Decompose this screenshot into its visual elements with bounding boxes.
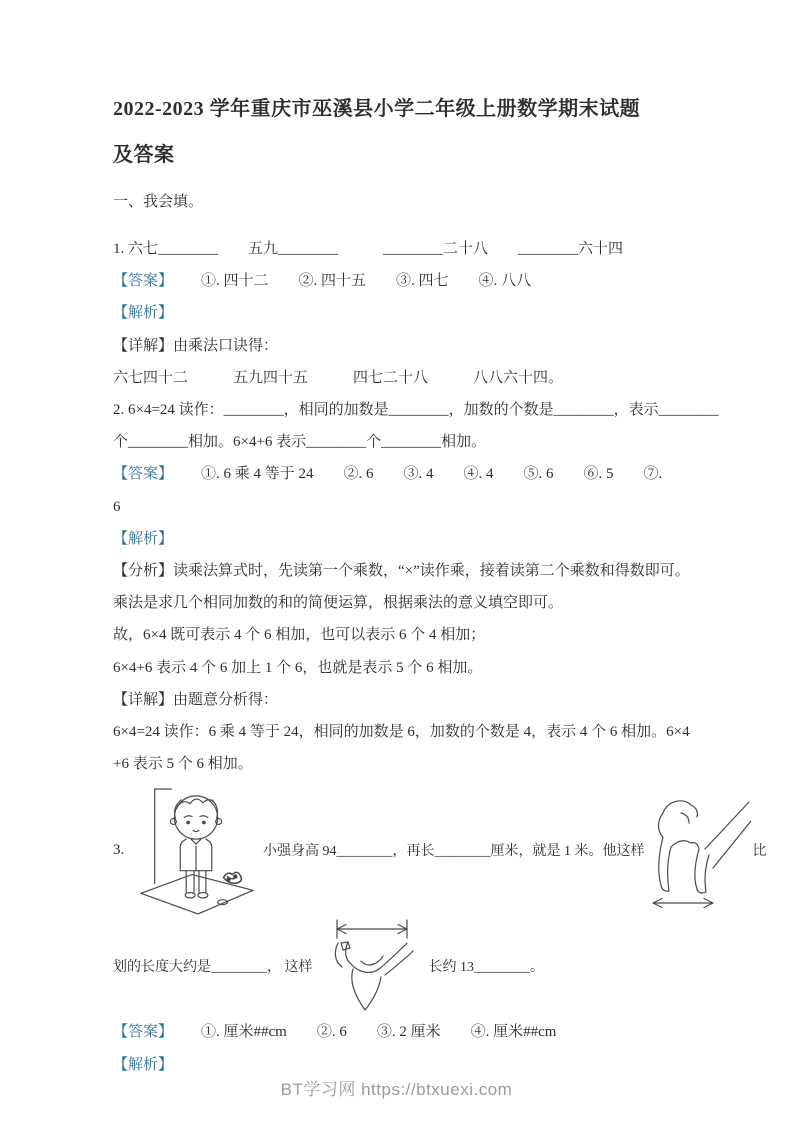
detail-1-line2: 六七四十二 五九四十五 四七二十八 八八六十四。 <box>113 369 564 386</box>
question-2-line2: 个________相加。6×4+6 表示________个________相加。 <box>113 434 487 451</box>
answer-2-overflow: 6 <box>113 498 121 515</box>
analysis-2-line2: 乘法是求几个相同加数的和的简便运算，根据乘法的意义填空即可。 <box>113 595 564 612</box>
analysis-row-2 <box>113 523 685 555</box>
analysis-label: 【解析】 <box>113 530 174 547</box>
question-3-text-part2: 比 <box>752 844 767 860</box>
detail-2-line2: 6×4=24 读作：6 乘 4 等于 24，相同的加数是 6，加数的个数是 4，表示 4 个 6 相加。6×4 <box>113 724 690 741</box>
answer-2-content: ①. 6 乘 4 等于 24 ②. 6 ③. 4 ④. 4 ⑤. 6 ⑥. 5 ⑦. <box>201 466 663 483</box>
question-3-text-part4: 长约 13________。 <box>428 960 544 976</box>
analysis-label: 【解析】 <box>113 305 174 322</box>
detail-2-line3: +6 表示 5 个 6 相加。 <box>113 756 253 773</box>
detail-2-line1: 【详解】由题意分析得： <box>113 691 279 708</box>
answer-row-1 <box>113 265 685 297</box>
answer-label: 【答案】 <box>113 1024 174 1041</box>
question-1-text: 1. 六七________ 五九________ ________二十八 ________六十四 <box>113 241 624 257</box>
question-3-number: 3. <box>113 841 125 858</box>
question-3-text-part1: 小强身高 94________，再长________厘米，就是 1 米。他这样 <box>263 844 645 860</box>
page-title: 2022-2023 学年重庆市巫溪县小学二年级上册数学期末试题 <box>113 98 641 120</box>
footer-watermark: BT学习网 https://btxuexi.com <box>280 1080 513 1099</box>
detail-1-line1: 【详解】由乘法口诀得： <box>113 337 279 354</box>
question-3-row1 <box>113 784 767 916</box>
answer-row-3 <box>113 1016 685 1048</box>
boy-height-measure-illustration <box>137 785 257 915</box>
answer-row-2 <box>113 458 685 490</box>
question-3-text-part3: 划的长度大约是________， 这样 <box>113 960 313 976</box>
answer-3-content: ①. 厘米##cm ②. 6 ③. 2 厘米 ④. 厘米##cm <box>201 1024 557 1041</box>
hand-span-measure-illustration <box>319 918 419 1014</box>
analysis-2-line4: 6×4+6 表示 4 个 6 加上 1 个 6，也就是表示 5 个 6 相加。 <box>113 659 483 676</box>
analysis-2-line1: 【分析】读乘法算式时，先读第一个乘数，“×”读作乘，接着读第二个乘数和得数即可。 <box>113 563 690 580</box>
answer-label: 【答案】 <box>113 466 174 483</box>
analysis-row-1 <box>113 297 685 329</box>
question-3-row2 <box>113 916 685 1016</box>
analysis-2-line3: 故，6×4 既可表示 4 个 6 相加，也可以表示 6 个 4 相加； <box>113 627 486 644</box>
analysis-label: 【解析】 <box>113 1056 174 1073</box>
section-heading: 一、我会填。 <box>113 194 204 210</box>
page-title-line2: 及答案 <box>113 144 175 166</box>
question-2-line1: 2. 6×4=24 读作：________，相同的加数是________，加数的个数是________，表示________ <box>113 402 719 419</box>
hand-finger-gap-illustration <box>647 791 751 909</box>
answer-label: 【答案】 <box>113 273 174 290</box>
answer-1-content: ①. 四十二 ②. 四十五 ③. 四七 ④. 八八 <box>201 273 532 290</box>
